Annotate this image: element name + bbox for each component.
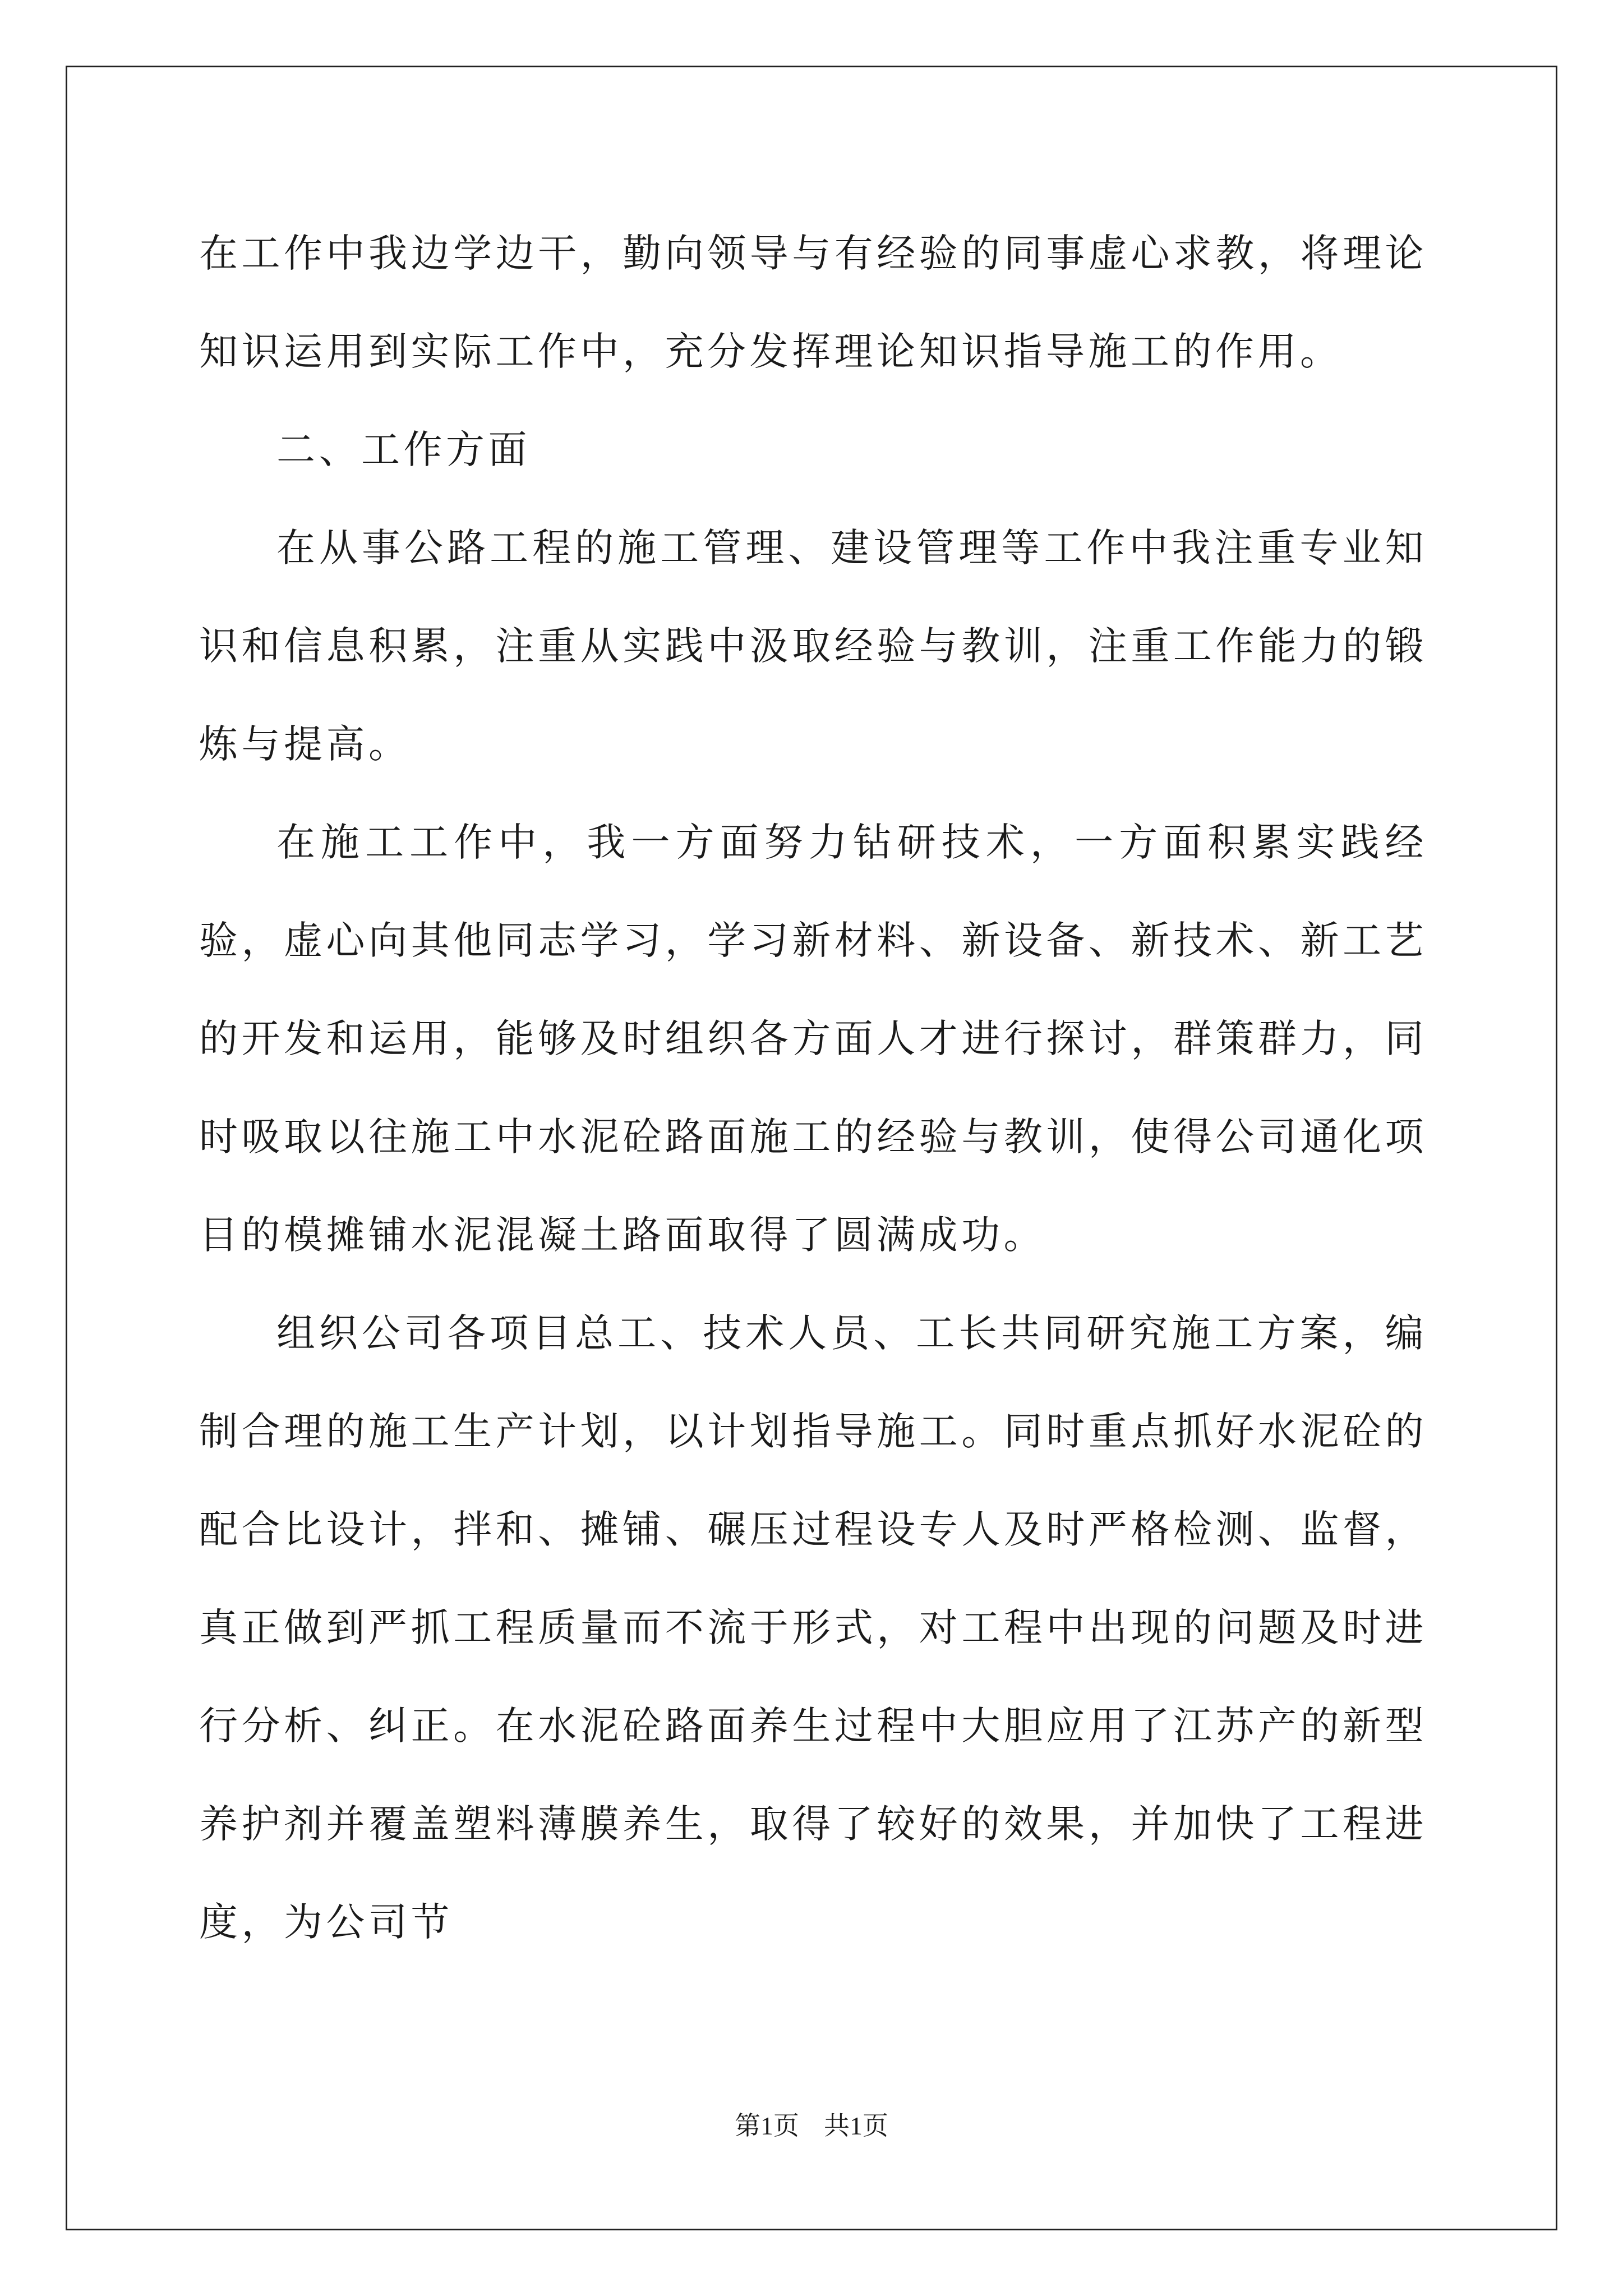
- paragraph-1: 在工作中我边学边干，勤向领导与有经验的同事虚心求教，将理论知识运用到实际工作中，充分发挥理论知识指导施工的作用。: [199, 231, 1427, 374]
- section-heading-work: 二、工作方面: [276, 427, 531, 472]
- page-number-total: 共1页: [824, 2111, 888, 2140]
- page-number-current: 第1页: [735, 2111, 799, 2140]
- paragraph-4: 在施工工作中，我一方面努力钻研技术，一方面积累实践经验，虚心向其他同志学习，学习新材料、新设备、新技术、新工艺的开发和运用，能够及时组织各方面人才进行探讨，群策群力，同时吸取以往施工中水泥砼路面施工的经验与教训，使得公司通化项目的模摊铺水泥混凝土路面取得了圆满成功。: [199, 820, 1427, 1258]
- page-footer: [0, 2109, 1623, 2143]
- paragraph-3: 在从事公路工程的施工管理、建设管理等工作中我注重专业知识和信息积累，注重从实践中汲取经验与教训，注重工作能力的锻炼与提高。: [199, 526, 1427, 767]
- document-body: [199, 205, 1427, 1972]
- paragraph-5: 组织公司各项目总工、技术人员、工长共同研究施工方案，编制合理的施工生产计划，以计划指导施工。同时重点抓好水泥砼的配合比设计，拌和、摊铺、碾压过程设专人及时严格检测、监督，真正做到严抓工程质量而不流于形式，对工程中出现的问题及时进行分析、纠正。在水泥砼路面养生过程中大胆应用了江苏产的新型养护剂并覆盖塑料薄膜养生，取得了较好的效果，并加快了工程进度，为公司节: [199, 1311, 1427, 1945]
